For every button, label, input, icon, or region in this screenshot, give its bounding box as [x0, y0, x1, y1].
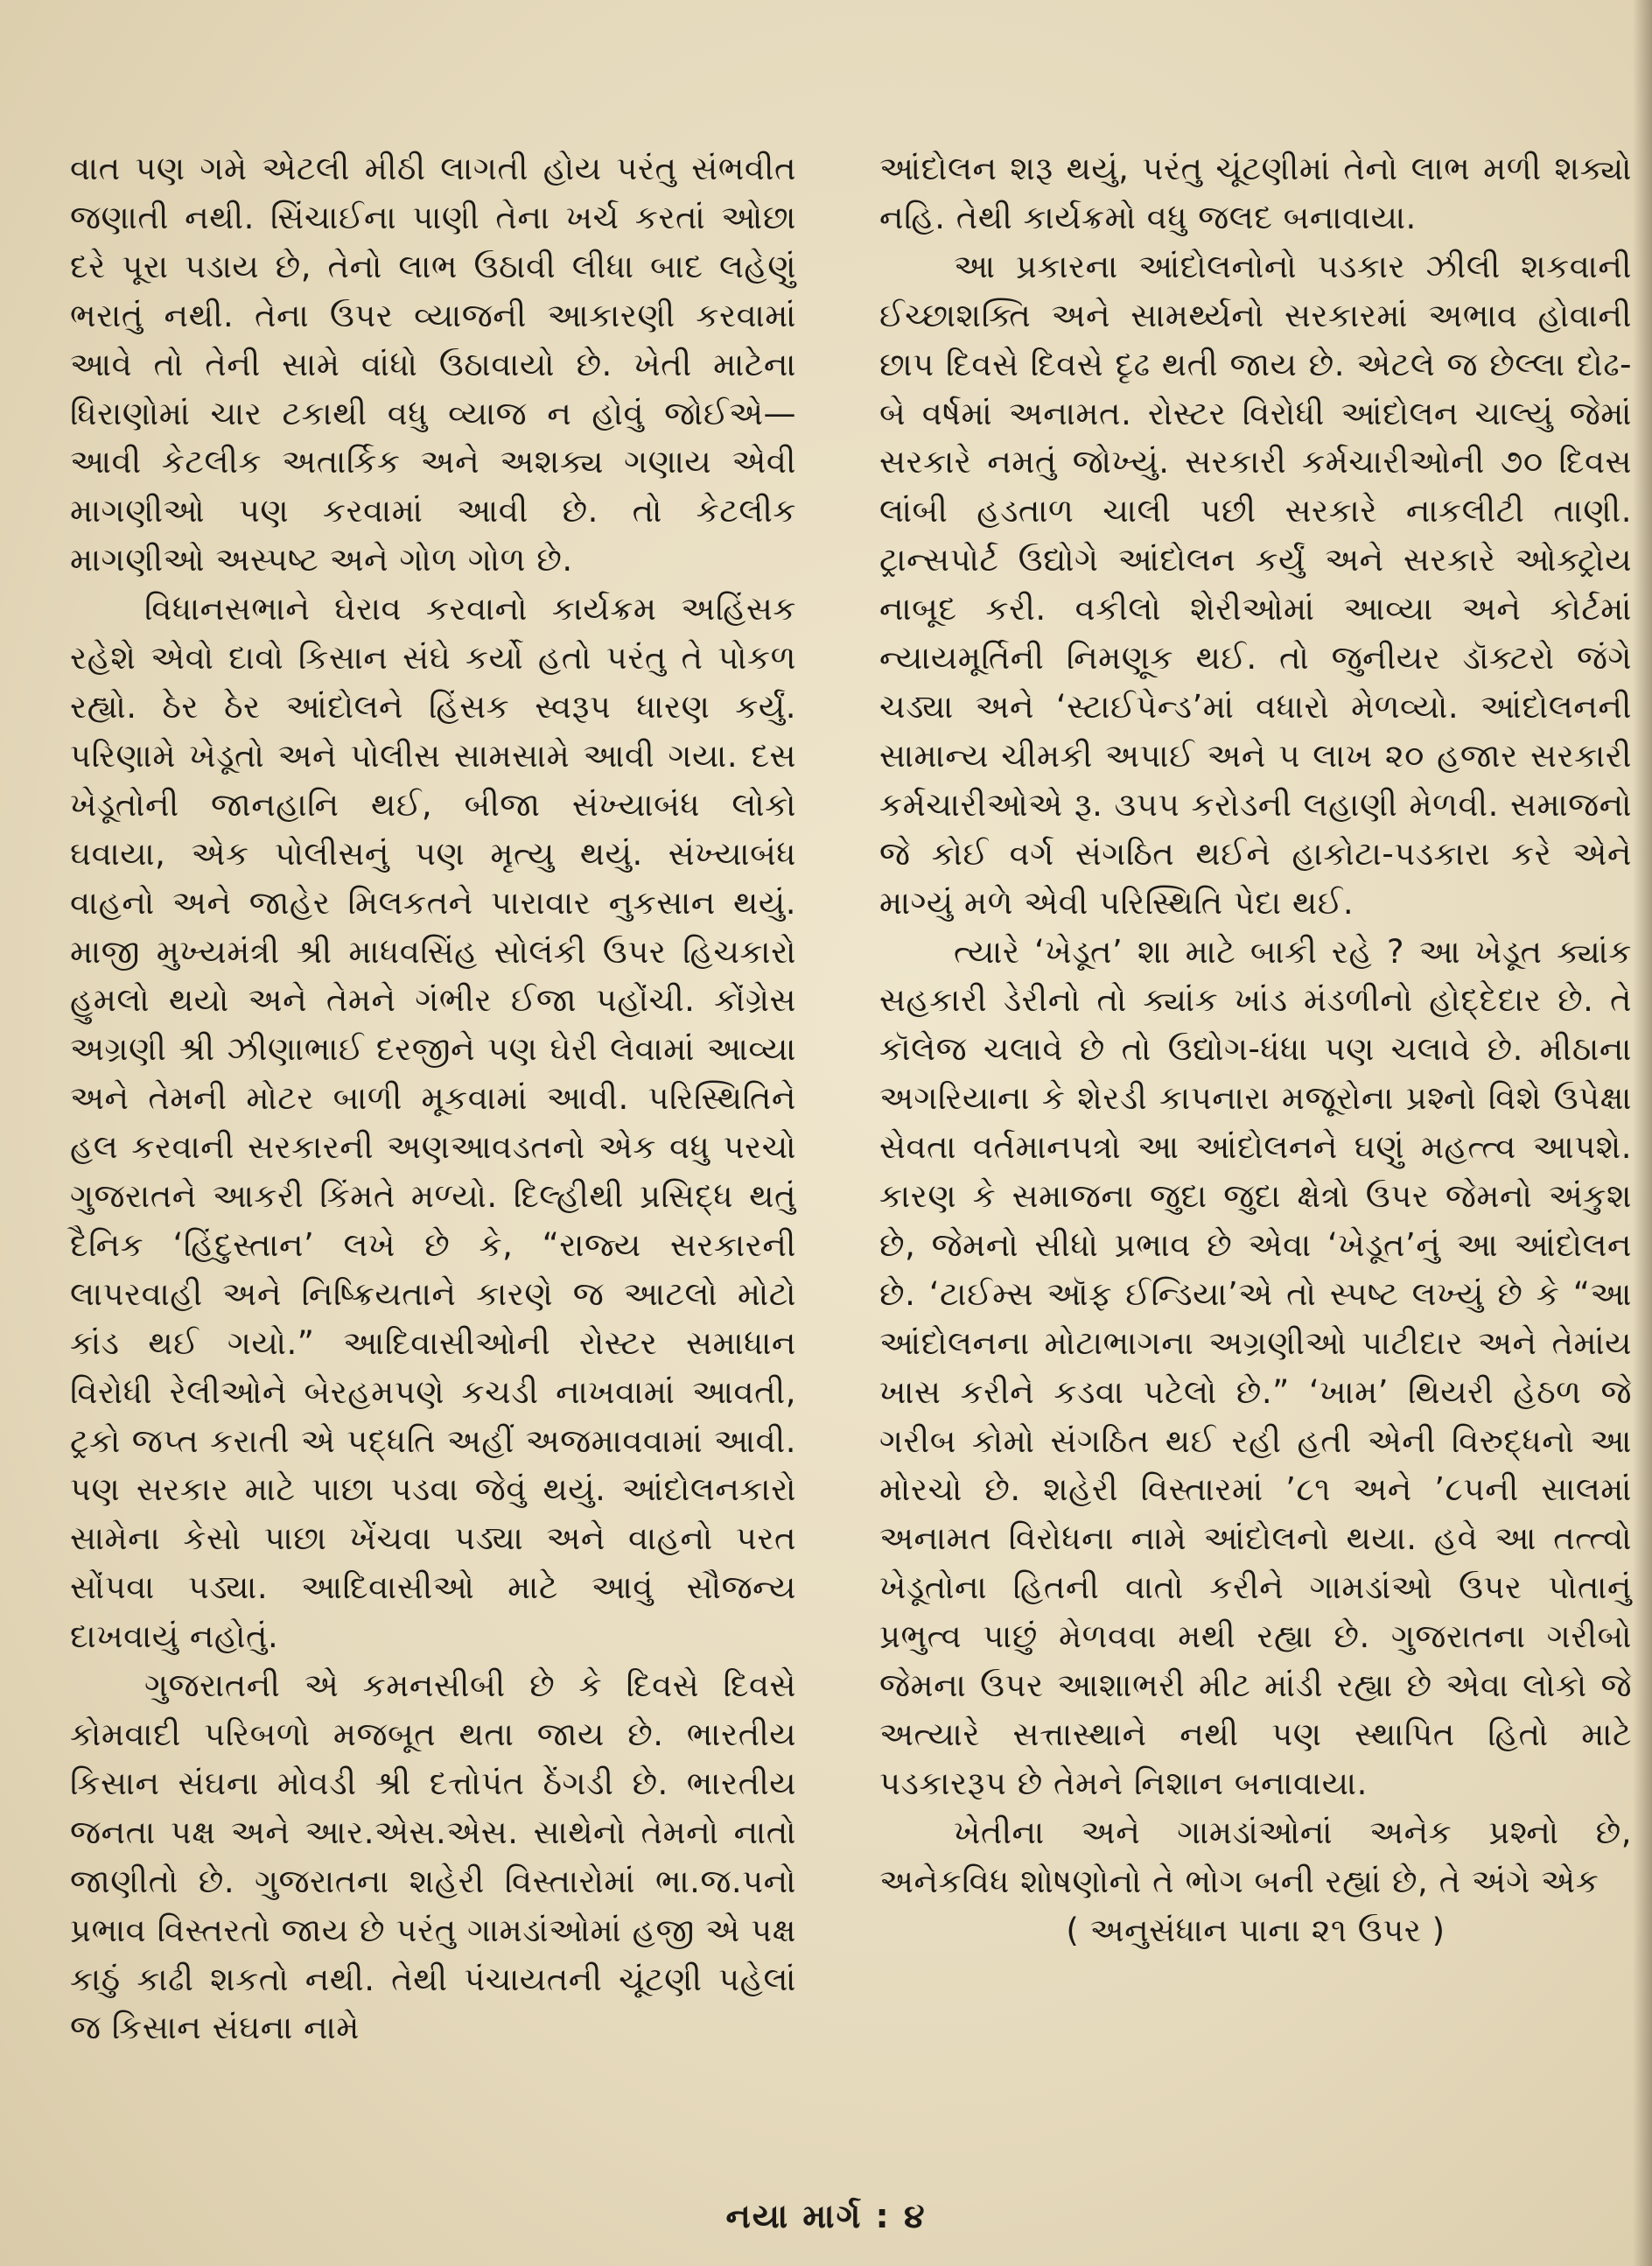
right-column: [879, 144, 1632, 1955]
left-column: [70, 144, 796, 2052]
paragraph: વાત પણ ગમે એટલી મીઠી લાગતી હોય પરંતુ સંભવીત જણાતી નથી. સિંચાઈના પાણી તેના ખર્ચ કરતાં ઓછા દરે પૂરા પડાય છે, તેનો લાભ ઉઠાવી લીધા બાદ લહેણું ભરાતું નથી. તેના ઉપર વ્યાજની આકારણી કરવામાં આવે તો તેની સામે વાંધો ઉઠાવાયો છે. ખેતી માટેના ધિરાણોમાં ચાર ટકાથી વધુ વ્યાજ ન હોવું જોઈએ— આવી કેટલીક અતાર્કિક અને અશક્ય ગણાય એવી માગણીઓ પણ કરવામાં આવી છે. તો કેટલીક માગણીઓ અસ્પષ્ટ અને ગોળ ગોળ છે.: [70, 150, 796, 579]
page-edge-shadow: [1633, 0, 1652, 2266]
page-footer: નયા માર્ગ : ૪: [725, 2197, 927, 2235]
paragraph: ખેતીના અને ગામડાંઓનાં અનેક પ્રશ્નો છે, અનેકવિધ શોષણોનો તે ભોગ બની રહ્યાં છે, તે અંગે એક: [879, 1813, 1632, 1900]
paragraph: આંદોલન શરૂ થયું, પરંતુ ચૂંટણીમાં તેનો લાભ મળી શક્યો નહિ. તેથી કાર્યક્રમો વધુ જલદ બનાવાયા.: [879, 150, 1632, 236]
continuation-note: ( અનુસંધાન પાના ૨૧ ઉપર ): [1066, 1911, 1446, 1949]
paragraph: ગુજરાતની એ કમનસીબી છે કે દિવસે દિવસે કોમવાદી પરિબળો મજબૂત થતા જાય છે. ભારતીય કિસાન સંઘના મોવડી શ્રી દત્તોપંત ઠેંગડી છે. ભારતીય જનતા પક્ષ અને આર.એસ.એસ. સાથેનો તેમનો નાતો જાણીતો છે. ગુજરાતના શહેરી વિસ્તારોમાં ભા.જ.પનો પ્રભાવ વિસ્તરતો જાય છે પરંતુ ગામડાંઓમાં હજી એ પક્ષ કાઠું કાઢી શકતો નથી. તેથી પંચાયતની ચૂંટણી પહેલાં જ કિસાન સંઘના નામે: [70, 1666, 796, 2047]
paragraph: આ પ્રકારના આંદોલનોનો પડકાર ઝીલી શકવાની ઈચ્છાશક્તિ અને સામર્થ્યનો સરકારમાં અભાવ હોવાની છાપ દિવસે દિવસે દૃઢ થતી જાય છે. એટલે જ છેલ્લા દોઢ-બે વર્ષમાં અનામત. રોસ્ટર વિરોધી આંદોલન ચાલ્યું જેમાં સરકારે નમતું જોખ્યું. સરકારી કર્મચારીઓની ૭૦ દિવસ લાંબી હડતાળ ચાલી પછી સરકારે નાકલીટી તાણી. ટ્રાન્સપોર્ટ ઉદ્યોગે આંદોલન કર્યું અને સરકારે ઓક્ટ્રોય નાબૂદ કરી. વકીલો શેરીઓમાં આવ્યા અને કોર્ટમાં ન્યાયમૂર્તિની નિમણૂક થઈ. તો જુનીયર ડૉક્ટરો જંગે ચડ્યા અને ‘સ્ટાઈપેન્ડ’માં વધારો મેળવ્યો. આંદોલનની સામાન્ય ચીમકી અપાઈ અને ૫ લાખ ૨૦ હજાર સરકારી કર્મચારીઓએ રૂ. ૩૫૫ કરોડની લહાણી મેળવી. સમાજનો જે કોઈ વર્ગ સંગઠિત થઈને હાકોટા-પડકારા કરે એને માગ્યું મળે એવી પરિસ્થિતિ પેદા થઈ.: [879, 247, 1632, 922]
paragraph: ત્યારે ‘ખેડૂત’ શા માટે બાકી રહે ? આ ખેડૂત ક્યાંક સહકારી ડેરીનો તો ક્યાંક ખાંડ મંડળીનો હોદ્દેદાર છે. તે કૉલેજ ચલાવે છે તો ઉદ્યોગ-ધંધા પણ ચલાવે છે. મીઠાના અગરિયાના કે શેરડી કાપનારા મજૂરોના પ્રશ્નો વિશે ઉપેક્ષા સેવતા વર્તમાનપત્રો આ આંદોલનને ઘણું મહત્ત્વ આપશે. કારણ કે સમાજના જુદા જુદા ક્ષેત્રો ઉપર જેમનો અંકુશ છે, જેમનો સીધો પ્રભાવ છે એવા ‘ખેડૂત’નું આ આંદોલન છે. ‘ટાઈમ્સ ઑફ ઈન્ડિયા’એ તો સ્પષ્ટ લખ્યું છે કે “આ આંદોલનના મોટાભાગના અગ્રણીઓ પાટીદાર અને તેમાંય ખાસ કરીને કડવા પટેલો છે.” ‘ખામ’ થિયરી હેઠળ જે ગરીબ કોમો સંગઠિત થઈ રહી હતી એની વિરુદ્ધનો આ મોરચો છે. શહેરી વિસ્તારમાં ’૮૧ અને ’૮૫ની સાલમાં અનામત વિરોધના નામે આંદોલનો થયા. હવે આ તત્ત્વો ખેડૂતોના હિતની વાતો કરીને ગામડાંઓ ઉપર પોતાનું પ્રભુત્વ પાછું મેળવવા મથી રહ્યા છે. ગુજરાતના ગરીબો જેમના ઉપર આશાભરી મીટ માંડી રહ્યા છે એવા લોકો જે અત્યારે સત્તાસ્થાને નથી પણ સ્થાપિત હિતો માટે પડકારરૂપ છે તેમને નિશાન બનાવાયા.: [879, 932, 1632, 1802]
paragraph: વિધાનસભાને ઘેરાવ કરવાનો કાર્યક્રમ અહિંસક રહેશે એવો દાવો કિસાન સંઘે કર્યો હતો પરંતુ તે પોકળ રહ્યો. ઠેર ઠેર આંદોલને હિંસક સ્વરૂપ ધારણ કર્યું. પરિણામે ખેડૂતો અને પોલીસ સામસામે આવી ગયા. દસ ખેડૂતોની જાનહાનિ થઈ, બીજા સંખ્યાબંધ લોકો ઘવાયા, એક પોલીસનું પણ મૃત્યુ થયું. સંખ્યાબંધ વાહનો અને જાહેર મિલકતને પારાવાર નુકસાન થયું. માજી મુખ્યમંત્રી શ્રી માધવસિંહ સોલંકી ઉપર હિચકારો હુમલો થયો અને તેમને ગંભીર ઈજા પહોંચી. કોંગ્રેસ અગ્રણી શ્રી ઝીણાભાઈ દરજીને પણ ઘેરી લેવામાં આવ્યા અને તેમની મોટર બાળી મૂકવામાં આવી. પરિસ્થિતિને હલ કરવાની સરકારની અણઆવડતનો એક વધુ પરચો ગુજરાતને આકરી કિંમતે મળ્યો. દિલ્હીથી પ્રસિદ્ધ થતું દૈનિક ‘હિંદુસ્તાન’ લખે છે કે, “રાજ્ય સરકારની લાપરવાહી અને નિષ્ક્રિયતાને કારણે જ આટલો મોટો કાંડ થઈ ગયો.” આદિવાસીઓની રોસ્ટર સમાધાન વિરોધી રેલીઓને બેરહમપણે કચડી નાખવામાં આવતી, ટ્રકો જપ્ત કરાતી એ પદ્ધતિ અહીં અજમાવવામાં આવી. પણ સરકાર માટે પાછા પડવા જેવું થયું. આંદોલનકારો સામેના કેસો પાછા ખેંચવા પડ્યા અને વાહનો પરત સોંપવા પડ્યા. આદિવાસીઓ માટે આવું સૌજન્ય દાખવાયું નહોતું.: [70, 590, 796, 1656]
